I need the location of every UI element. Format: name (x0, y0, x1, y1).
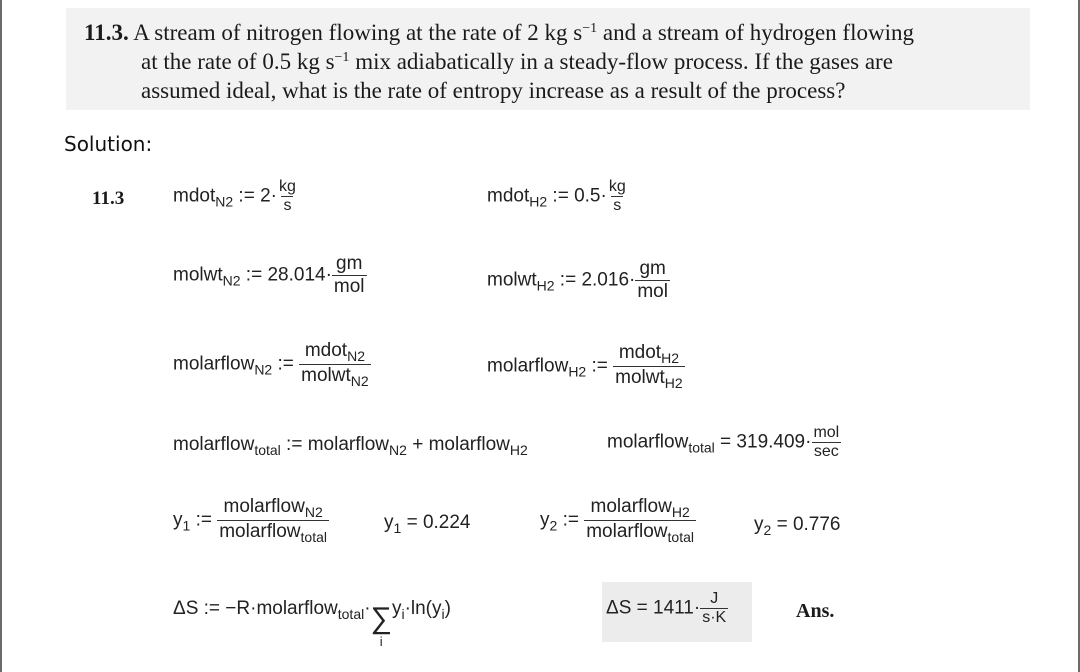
problem-line-3: assumed ideal, what is the rate of entropy increase as a result of the process? (141, 78, 846, 103)
eq-y1-result: $y_1 = 0.224$ (384, 512, 471, 536)
problem-number: 11.3. (84, 20, 129, 45)
solution-label: Solution: (64, 132, 153, 156)
eq-molarflow-n2: molarflow$_{N2}$ := $\frac{mdot_{N2}}{molwt_{N2}}$ (173, 340, 369, 389)
eq-molwt-h2: molwt$_{H2}$ := 2.016· $\frac{gm}{\text{mol}}$ (487, 258, 668, 302)
eq-y2: $y_2$ := $\frac{molarflow_{H2}}{molarflow_{total}}$ (540, 496, 695, 545)
eq-molarflow-total: molarflow$_{total}$ := molarflow$_{N2}$ + molarflow$_{H2}$ (173, 434, 528, 458)
eq-mdot-n2: mdot$_{N2}$ := 2· $\frac{kg}{s}$ (173, 178, 296, 214)
eq-entropy: ΔS := −R·molarflow$_{total}$· ∑ i $y_i\cdot\ln(y_i)$ (173, 598, 451, 649)
eq-y2-result: $y_2 = 0.776$ (754, 514, 841, 538)
eq-y1: $y_1$ := $\frac{molarflow_{N2}}{molarflow_{total}}$ (173, 496, 328, 545)
left-border (0, 0, 2, 672)
eq-molarflow-h2: molarflow$_{H2}$ := $\frac{mdot_{H2}}{molwt_{H2}}$ (487, 342, 683, 391)
problem-line-2: at the rate of 0.5 kg $s^{-1}$ mix adiabatically in a steady-flow process. If the gases are (141, 49, 893, 74)
eq-molarflow-total-result: molarflow$_{total}$ = 319.409· $\frac{\text{mol}}{\sec}$ (607, 424, 840, 460)
answer-label: Ans. (796, 600, 835, 622)
problem-line-1: 11.3. A stream of nitrogen flowing at the rate of 2 kg $s^{-1}$ and a stream of hydrogen flowing (84, 20, 914, 45)
solution-number: 11.3 (92, 188, 125, 209)
eq-mdot-h2: mdot$_{H2}$ := 0.5· $\frac{kg}{s}$ (487, 178, 626, 214)
eq-molwt-n2: molwt$_{N2}$ := 28.014· $\frac{gm}{\text{mol}}$ (173, 253, 365, 297)
problem-statement (66, 8, 1030, 110)
sigma-symbol: ∑ (370, 602, 392, 635)
eq-entropy-result: ΔS = 1411· $\frac{J}{s\cdot K}$ (606, 590, 727, 626)
